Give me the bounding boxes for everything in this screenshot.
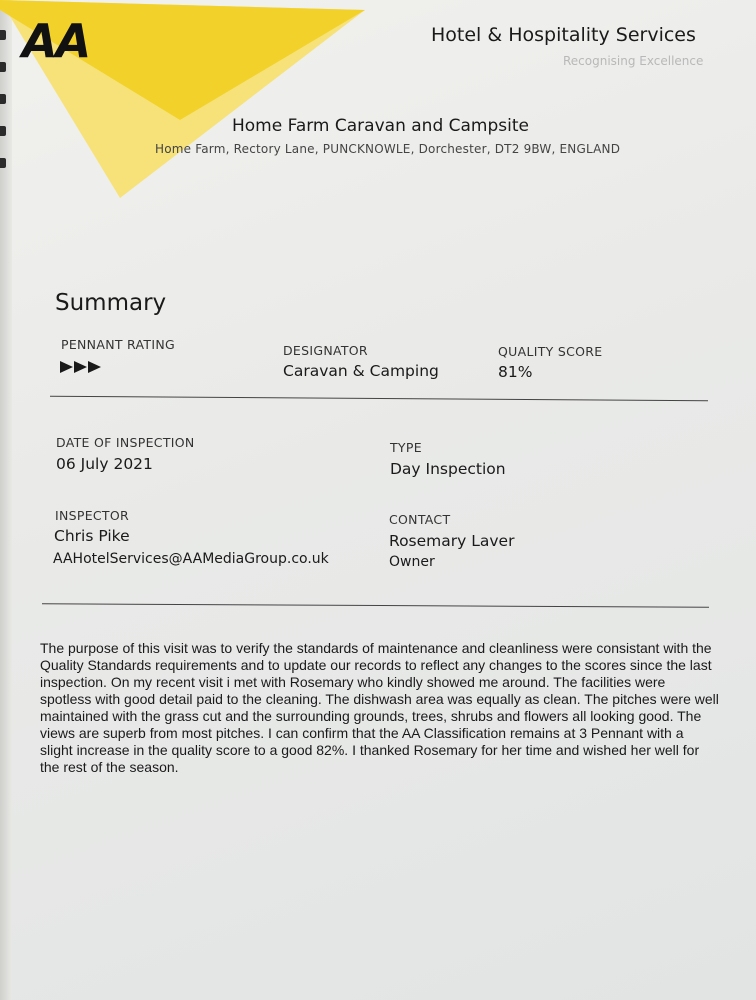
inspector-email: AAHotelServices@AAMediaGroup.co.uk <box>53 551 329 567</box>
pennant-rating-icons <box>60 361 101 373</box>
date-of-inspection-value: 06 July 2021 <box>56 455 153 473</box>
quality-score-label: QUALITY SCORE <box>498 344 603 359</box>
aa-logo: AA <box>22 14 90 68</box>
type-label: TYPE <box>390 440 422 455</box>
brand-subtitle: Recognising Excellence <box>563 54 704 68</box>
summary-title: Summary <box>55 290 167 316</box>
brand-title: Hotel & Hospitality Services <box>431 24 696 46</box>
inspector-name: Chris Pike <box>54 527 130 545</box>
designator-label: DESIGNATOR <box>283 343 368 358</box>
divider <box>42 603 709 607</box>
divider <box>50 396 708 402</box>
quality-score-value: 81% <box>498 363 533 381</box>
pennant-triangle-icon <box>74 361 87 373</box>
inspector-label: INSPECTOR <box>55 508 129 523</box>
contact-name: Rosemary Laver <box>389 532 515 550</box>
type-value: Day Inspection <box>390 460 506 478</box>
inspection-report-text: The purpose of this visit was to verify the standards of maintenance and cleanliness were consistant with the Quality Standards requirements and to update our records to reflect any changes to the scores since the last inspection. On my recent visit i met with Rosemary who kindly showed me around. The facilities were spotless with good detail paid to the cleaning. The dishwash area was equally as clean. The pitches were well maintained with the grass cut and the surrounding grounds, trees, shrubs and flowers all looking good. The views are superb from most pitches. I can confirm that the AA Classification remains at 3 Pennant with a slight increase in the quality score to a good 82%. I thanked Rosemary for her time and wished her well for the rest of the season. <box>40 640 719 775</box>
pennant-rating-label: PENNANT RATING <box>61 337 175 352</box>
designator-value: Caravan & Camping <box>283 362 439 380</box>
site-name: Home Farm Caravan and Campsite <box>232 116 529 136</box>
date-of-inspection-label: DATE OF INSPECTION <box>56 435 195 450</box>
pennant-triangle-icon <box>60 361 73 373</box>
pennant-triangle-icon <box>88 361 101 373</box>
contact-role: Owner <box>389 554 435 570</box>
site-address: Home Farm, Rectory Lane, PUNCKNOWLE, Dorchester, DT2 9BW, ENGLAND <box>155 142 621 156</box>
contact-label: CONTACT <box>389 512 451 527</box>
